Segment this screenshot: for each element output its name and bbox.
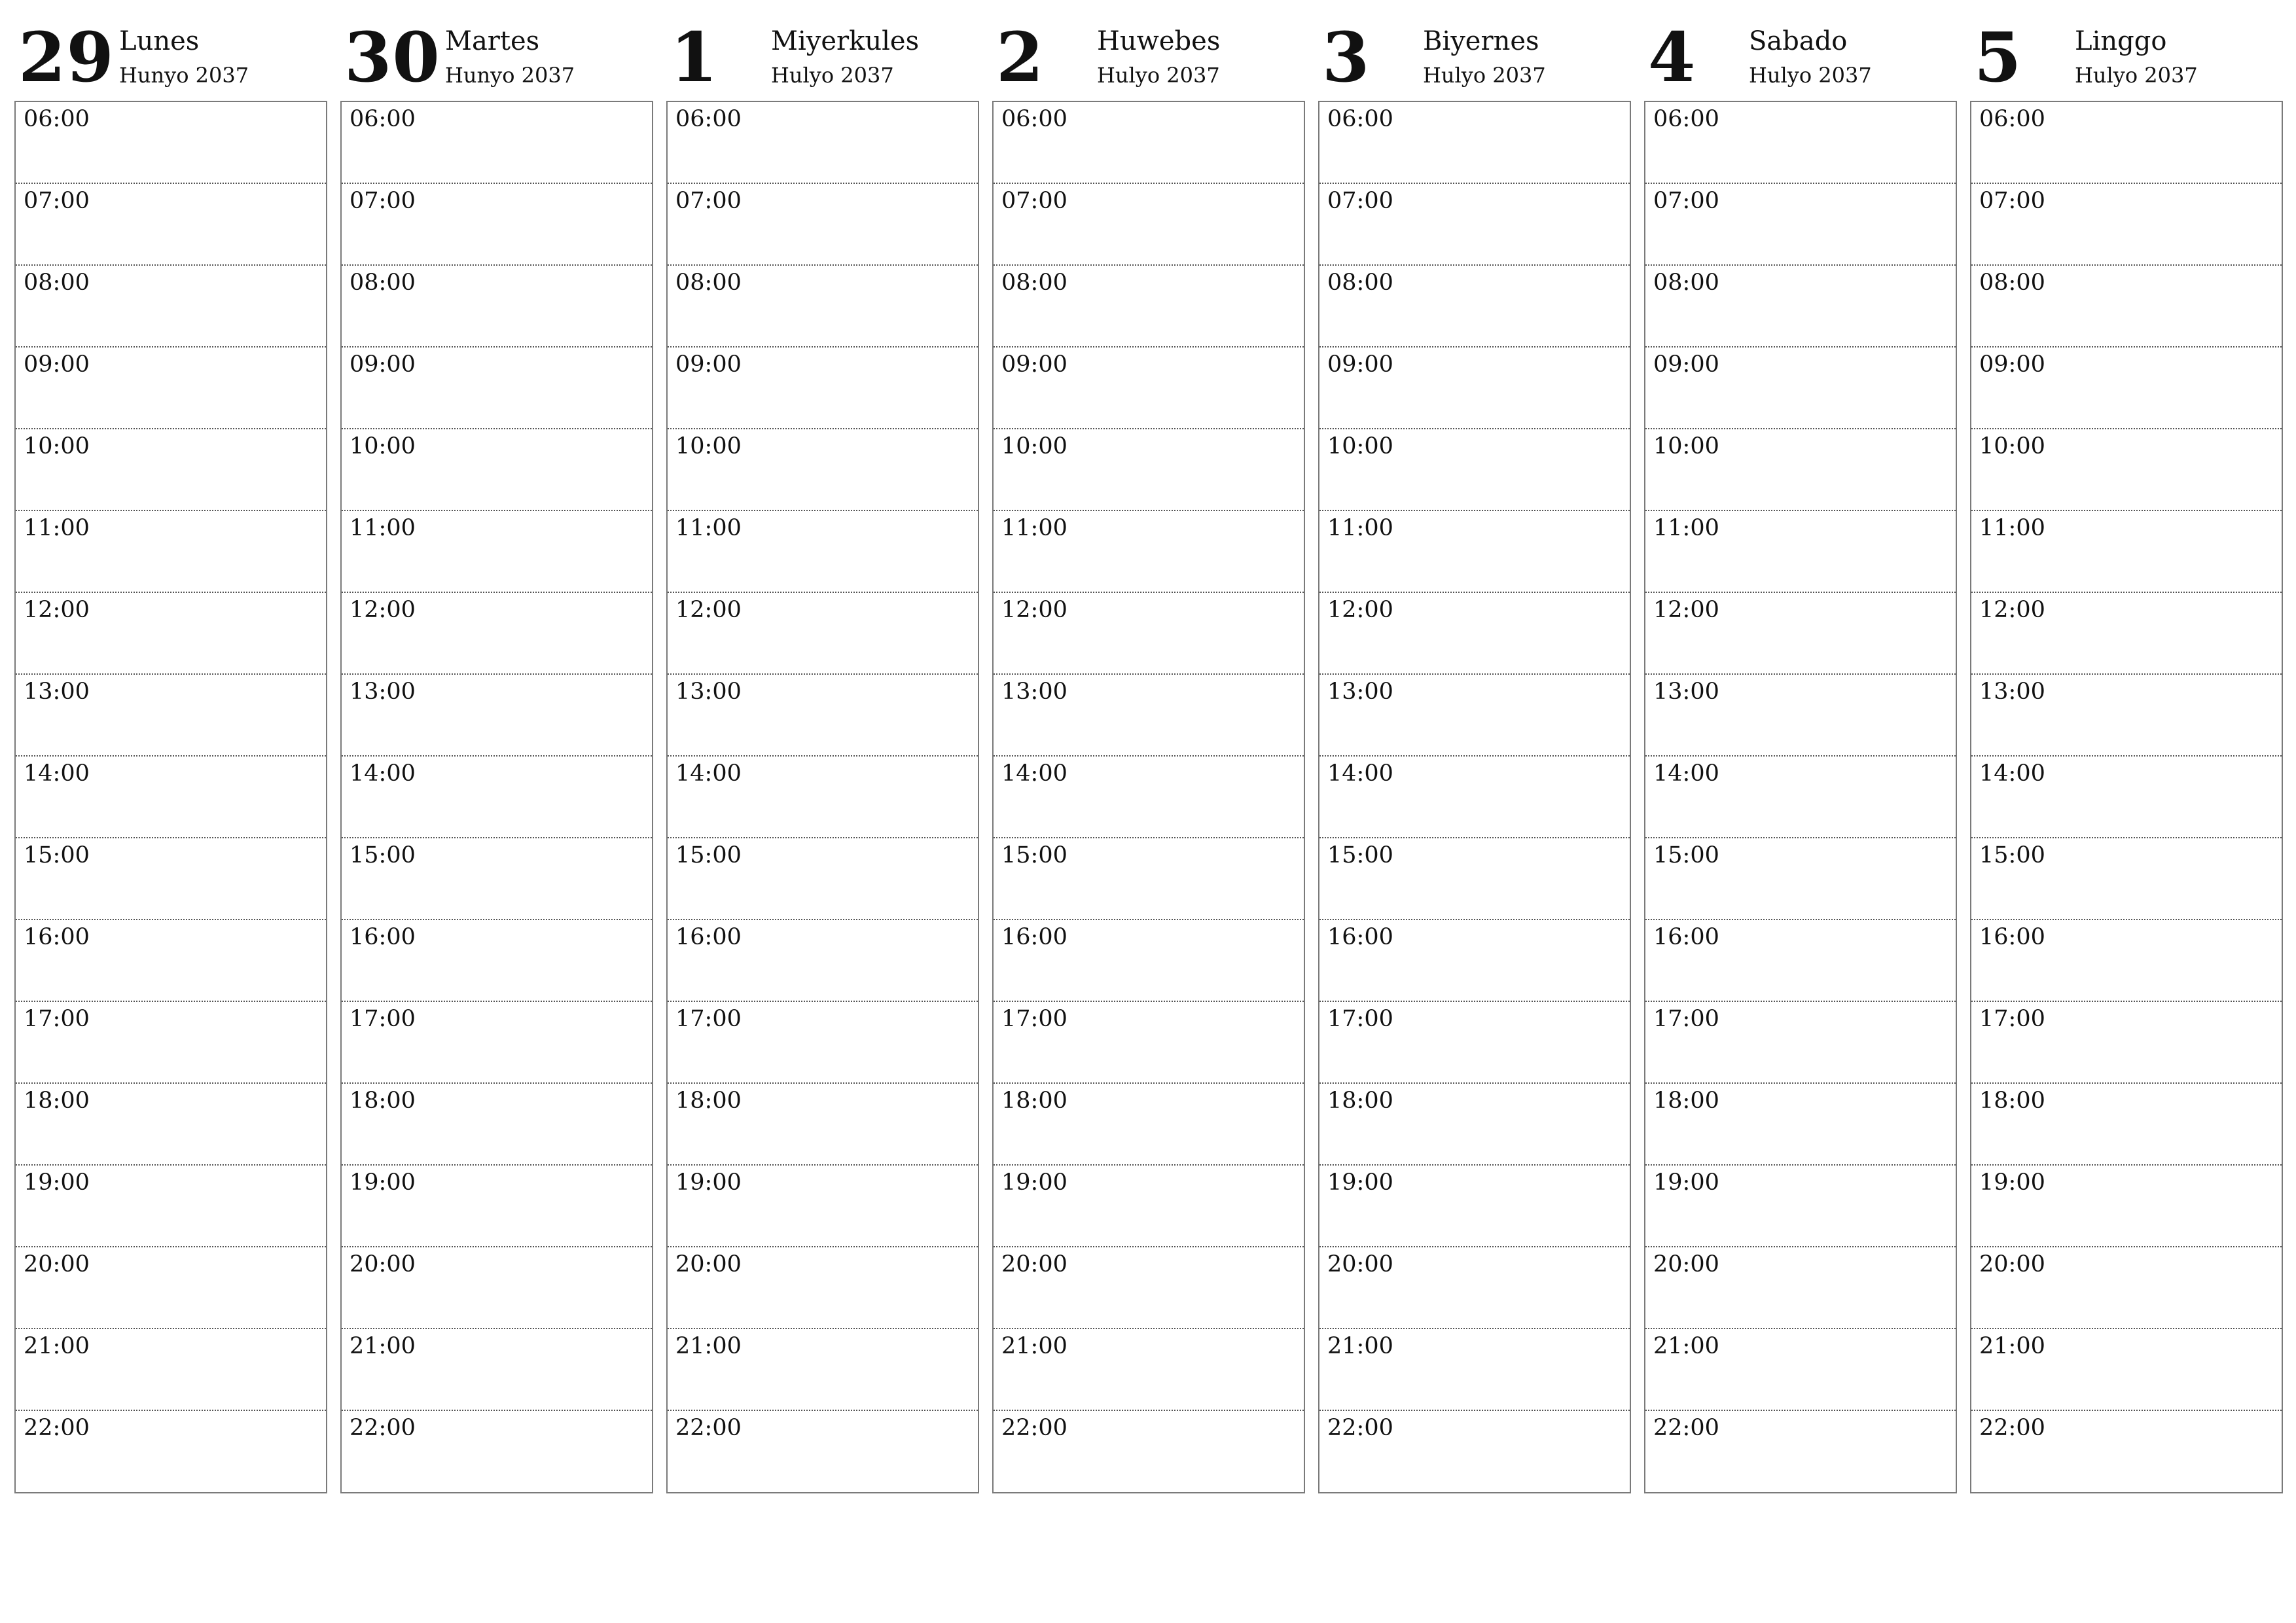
hour-slot[interactable] [16, 102, 326, 184]
hour-label: 09:00 [24, 351, 90, 378]
hour-slot[interactable] [16, 429, 326, 511]
hour-slot[interactable] [1971, 1002, 2282, 1084]
hour-label: 13:00 [1979, 679, 2045, 705]
hour-slot[interactable] [668, 1411, 978, 1493]
hour-label: 20:00 [24, 1251, 90, 1277]
day-name: Martes [445, 26, 540, 56]
hour-slot[interactable] [1645, 1002, 1956, 1084]
hour-slot[interactable] [994, 838, 1304, 920]
hour-label: 18:00 [1001, 1088, 1067, 1114]
day-number: 30 [344, 17, 440, 98]
hour-label: 07:00 [1001, 188, 1067, 214]
hour-slot[interactable] [342, 1247, 652, 1329]
hour-label: 08:00 [350, 270, 416, 296]
hour-slot[interactable] [1971, 920, 2282, 1002]
hour-label: 09:00 [1001, 351, 1067, 378]
hour-slot[interactable] [1319, 184, 1630, 266]
hour-slot[interactable] [1319, 757, 1630, 838]
hour-label: 07:00 [1653, 188, 1719, 214]
hour-slot[interactable] [1319, 1084, 1630, 1166]
hour-label: 14:00 [675, 760, 742, 787]
hour-slot[interactable] [668, 1166, 978, 1247]
hour-slot[interactable] [1319, 1329, 1630, 1411]
day-number: 29 [18, 17, 115, 98]
hour-slot[interactable] [16, 838, 326, 920]
hour-slot[interactable] [16, 1166, 326, 1247]
hour-label: 13:00 [1327, 679, 1393, 705]
hour-label: 15:00 [24, 842, 90, 868]
day-name: Huwebes [1097, 26, 1221, 56]
hour-label: 13:00 [675, 679, 742, 705]
hour-label: 13:00 [350, 679, 416, 705]
hour-label: 15:00 [1979, 842, 2045, 868]
hour-slot[interactable] [668, 838, 978, 920]
hour-label: 19:00 [1653, 1169, 1719, 1196]
hour-slot[interactable] [1319, 920, 1630, 1002]
hour-slot[interactable] [1971, 757, 2282, 838]
hour-label: 22:00 [675, 1415, 742, 1441]
hour-label: 20:00 [1653, 1251, 1719, 1277]
hour-slot[interactable] [1645, 757, 1956, 838]
hour-slot[interactable] [1319, 1247, 1630, 1329]
hour-slot[interactable] [342, 266, 652, 348]
hour-label: 07:00 [350, 188, 416, 214]
hour-slot[interactable] [1971, 511, 2282, 593]
day-name: Linggo [2075, 26, 2167, 56]
hour-label: 17:00 [350, 1006, 416, 1032]
hour-slot[interactable] [994, 102, 1304, 184]
day-number: 4 [1648, 17, 1696, 98]
hour-label: 15:00 [1653, 842, 1719, 868]
hour-label: 15:00 [1327, 842, 1393, 868]
hour-slot[interactable] [994, 1247, 1304, 1329]
hour-slot[interactable] [1971, 675, 2282, 757]
hour-label: 14:00 [24, 760, 90, 787]
hour-slot[interactable] [668, 1329, 978, 1411]
hour-label: 08:00 [1327, 270, 1393, 296]
hour-label: 21:00 [24, 1333, 90, 1359]
day-number: 3 [1322, 17, 1371, 98]
hour-slot[interactable] [668, 757, 978, 838]
hour-label: 15:00 [1001, 842, 1067, 868]
hour-slot[interactable] [16, 1411, 326, 1493]
hour-slot[interactable] [1971, 1084, 2282, 1166]
hour-label: 09:00 [675, 351, 742, 378]
hour-label: 17:00 [1327, 1006, 1393, 1032]
hour-slot[interactable] [16, 1084, 326, 1166]
hour-label: 14:00 [1001, 760, 1067, 787]
hour-label: 21:00 [1979, 1333, 2045, 1359]
hour-slot[interactable] [1645, 1329, 1956, 1411]
hour-label: 12:00 [1001, 597, 1067, 623]
hour-slot[interactable] [1971, 1166, 2282, 1247]
hour-slot[interactable] [668, 348, 978, 429]
hour-label: 18:00 [1327, 1088, 1393, 1114]
hour-label: 17:00 [1653, 1006, 1719, 1032]
day-month-year: Hulyo 2037 [1097, 63, 1220, 88]
hour-slot[interactable] [1971, 429, 2282, 511]
hour-label: 11:00 [1653, 515, 1719, 541]
day-month-year: Hulyo 2037 [2075, 63, 2198, 88]
hour-slot[interactable] [1645, 593, 1956, 675]
hour-label: 08:00 [675, 270, 742, 296]
hour-label: 22:00 [1653, 1415, 1719, 1441]
day-name: Miyerkules [771, 26, 920, 56]
hour-slot[interactable] [1645, 102, 1956, 184]
hour-label: 06:00 [1001, 106, 1067, 132]
hour-label: 16:00 [1979, 924, 2045, 950]
hour-label: 22:00 [1001, 1415, 1067, 1441]
day-schedule-box [1318, 101, 1631, 1493]
hour-slot[interactable] [16, 1329, 326, 1411]
hour-label: 19:00 [24, 1169, 90, 1196]
hour-label: 06:00 [350, 106, 416, 132]
hour-slot[interactable] [1971, 184, 2282, 266]
hour-slot[interactable] [1319, 838, 1630, 920]
hour-slot[interactable] [994, 1084, 1304, 1166]
hour-slot[interactable] [1645, 348, 1956, 429]
hour-label: 21:00 [350, 1333, 416, 1359]
day-header [1970, 0, 2283, 101]
hour-slot[interactable] [342, 675, 652, 757]
day-schedule-box [666, 101, 979, 1493]
hour-slot[interactable] [668, 675, 978, 757]
hour-slot[interactable] [16, 1247, 326, 1329]
hour-label: 21:00 [1001, 1333, 1067, 1359]
day-header [992, 0, 1305, 101]
hour-slot[interactable] [994, 1166, 1304, 1247]
hour-label: 14:00 [1979, 760, 2045, 787]
day-schedule-box [992, 101, 1305, 1493]
hour-slot[interactable] [342, 1166, 652, 1247]
hour-label: 20:00 [675, 1251, 742, 1277]
hour-label: 06:00 [1979, 106, 2045, 132]
hour-label: 17:00 [24, 1006, 90, 1032]
day-number: 5 [1974, 17, 2022, 98]
day-name: Lunes [119, 26, 200, 56]
hour-slot[interactable] [1319, 266, 1630, 348]
hour-slot[interactable] [1645, 1411, 1956, 1493]
hour-label: 16:00 [24, 924, 90, 950]
hour-slot[interactable] [16, 920, 326, 1002]
hour-label: 18:00 [350, 1088, 416, 1114]
hour-slot[interactable] [994, 511, 1304, 593]
hour-label: 20:00 [1001, 1251, 1067, 1277]
hour-slot[interactable] [342, 757, 652, 838]
day-header [14, 0, 327, 101]
hour-label: 10:00 [1001, 433, 1067, 459]
hour-slot[interactable] [1971, 266, 2282, 348]
day-schedule-box [1644, 101, 1957, 1493]
hour-slot[interactable] [1319, 1002, 1630, 1084]
hour-slot[interactable] [1971, 348, 2282, 429]
hour-label: 18:00 [1979, 1088, 2045, 1114]
hour-label: 11:00 [1327, 515, 1393, 541]
hour-label: 08:00 [1979, 270, 2045, 296]
day-header [340, 0, 653, 101]
hour-slot[interactable] [1645, 838, 1956, 920]
hour-slot[interactable] [994, 1411, 1304, 1493]
day-number: 2 [996, 17, 1045, 98]
hour-slot[interactable] [16, 1002, 326, 1084]
hour-slot[interactable] [668, 102, 978, 184]
hour-label: 10:00 [350, 433, 416, 459]
hour-label: 20:00 [1979, 1251, 2045, 1277]
hour-label: 08:00 [1653, 270, 1719, 296]
hour-label: 16:00 [1001, 924, 1067, 950]
hour-slot[interactable] [342, 184, 652, 266]
hour-label: 12:00 [1979, 597, 2045, 623]
hour-slot[interactable] [342, 348, 652, 429]
hour-label: 07:00 [1327, 188, 1393, 214]
hour-slot[interactable] [668, 429, 978, 511]
hour-slot[interactable] [668, 266, 978, 348]
hour-slot[interactable] [1319, 1166, 1630, 1247]
hour-slot[interactable] [342, 429, 652, 511]
hour-label: 06:00 [24, 106, 90, 132]
hour-label: 17:00 [675, 1006, 742, 1032]
day-header [666, 0, 979, 101]
hour-label: 09:00 [1653, 351, 1719, 378]
hour-label: 14:00 [1327, 760, 1393, 787]
hour-slot[interactable] [994, 348, 1304, 429]
hour-slot[interactable] [16, 348, 326, 429]
hour-label: 08:00 [24, 270, 90, 296]
hour-label: 10:00 [1979, 433, 2045, 459]
hour-label: 09:00 [1327, 351, 1393, 378]
hour-slot[interactable] [1645, 1247, 1956, 1329]
hour-slot[interactable] [1645, 266, 1956, 348]
day-header [1644, 0, 1957, 101]
hour-slot[interactable] [1319, 675, 1630, 757]
day-schedule-box [340, 101, 653, 1493]
hour-label: 19:00 [1979, 1169, 2045, 1196]
hour-slot[interactable] [1319, 348, 1630, 429]
hour-label: 19:00 [675, 1169, 742, 1196]
hour-label: 06:00 [675, 106, 742, 132]
day-header [1318, 0, 1631, 101]
hour-slot[interactable] [994, 184, 1304, 266]
hour-label: 16:00 [675, 924, 742, 950]
hour-label: 07:00 [1979, 188, 2045, 214]
hour-label: 18:00 [675, 1088, 742, 1114]
hour-label: 20:00 [1327, 1251, 1393, 1277]
hour-slot[interactable] [1645, 920, 1956, 1002]
hour-label: 19:00 [1001, 1169, 1067, 1196]
hour-label: 11:00 [675, 515, 742, 541]
hour-label: 22:00 [350, 1415, 416, 1441]
hour-slot[interactable] [994, 429, 1304, 511]
hour-slot[interactable] [16, 757, 326, 838]
hour-slot[interactable] [1971, 838, 2282, 920]
hour-label: 16:00 [1327, 924, 1393, 950]
hour-label: 07:00 [24, 188, 90, 214]
hour-label: 12:00 [24, 597, 90, 623]
hour-label: 12:00 [675, 597, 742, 623]
hour-slot[interactable] [668, 593, 978, 675]
hour-label: 10:00 [24, 433, 90, 459]
hour-label: 14:00 [350, 760, 416, 787]
hour-slot[interactable] [994, 1002, 1304, 1084]
hour-slot[interactable] [342, 1329, 652, 1411]
hour-label: 16:00 [350, 924, 416, 950]
day-name: Sabado [1749, 26, 1848, 56]
hour-label: 10:00 [1327, 433, 1393, 459]
hour-slot[interactable] [994, 920, 1304, 1002]
hour-label: 22:00 [24, 1415, 90, 1441]
hour-slot[interactable] [1319, 511, 1630, 593]
hour-slot[interactable] [16, 593, 326, 675]
hour-slot[interactable] [994, 593, 1304, 675]
hour-label: 19:00 [1327, 1169, 1393, 1196]
hour-label: 17:00 [1001, 1006, 1067, 1032]
hour-slot[interactable] [1971, 1411, 2282, 1493]
hour-label: 06:00 [1327, 106, 1393, 132]
day-month-year: Hulyo 2037 [1423, 63, 1546, 88]
hour-slot[interactable] [1971, 1247, 2282, 1329]
hour-label: 09:00 [1979, 351, 2045, 378]
hour-slot[interactable] [1645, 429, 1956, 511]
hour-label: 15:00 [350, 842, 416, 868]
hour-slot[interactable] [994, 757, 1304, 838]
hour-label: 16:00 [1653, 924, 1719, 950]
hour-slot[interactable] [342, 102, 652, 184]
day-schedule-box [14, 101, 327, 1493]
hour-label: 10:00 [675, 433, 742, 459]
day-number: 1 [670, 17, 719, 98]
hour-slot[interactable] [1645, 1084, 1956, 1166]
hour-slot[interactable] [342, 838, 652, 920]
day-month-year: Hulyo 2037 [771, 63, 894, 88]
day-schedule-box [1970, 101, 2283, 1493]
hour-slot[interactable] [668, 1084, 978, 1166]
hour-label: 07:00 [675, 188, 742, 214]
hour-slot[interactable] [1319, 102, 1630, 184]
hour-slot[interactable] [994, 1329, 1304, 1411]
hour-slot[interactable] [342, 920, 652, 1002]
hour-slot[interactable] [342, 1411, 652, 1493]
hour-slot[interactable] [342, 511, 652, 593]
hour-slot[interactable] [16, 511, 326, 593]
day-month-year: Hunyo 2037 [119, 63, 249, 88]
hour-label: 13:00 [24, 679, 90, 705]
day-month-year: Hulyo 2037 [1749, 63, 1872, 88]
hour-label: 21:00 [1653, 1333, 1719, 1359]
hour-label: 10:00 [1653, 433, 1719, 459]
hour-slot[interactable] [668, 1002, 978, 1084]
hour-slot[interactable] [1319, 593, 1630, 675]
hour-label: 14:00 [1653, 760, 1719, 787]
hour-slot[interactable] [342, 1002, 652, 1084]
hour-slot[interactable] [668, 920, 978, 1002]
hour-label: 22:00 [1979, 1415, 2045, 1441]
hour-label: 06:00 [1653, 106, 1719, 132]
hour-slot[interactable] [668, 1247, 978, 1329]
hour-label: 18:00 [24, 1088, 90, 1114]
hour-label: 20:00 [350, 1251, 416, 1277]
hour-slot[interactable] [1971, 1329, 2282, 1411]
hour-slot[interactable] [994, 266, 1304, 348]
hour-label: 15:00 [675, 842, 742, 868]
hour-label: 18:00 [1653, 1088, 1719, 1114]
hour-slot[interactable] [342, 1084, 652, 1166]
hour-slot[interactable] [1645, 184, 1956, 266]
hour-slot[interactable] [1971, 102, 2282, 184]
hour-label: 12:00 [350, 597, 416, 623]
hour-label: 22:00 [1327, 1415, 1393, 1441]
hour-label: 11:00 [350, 515, 416, 541]
hour-label: 17:00 [1979, 1006, 2045, 1032]
hour-slot[interactable] [668, 511, 978, 593]
hour-label: 21:00 [675, 1333, 742, 1359]
day-month-year: Hunyo 2037 [445, 63, 575, 88]
hour-slot[interactable] [16, 184, 326, 266]
hour-slot[interactable] [1319, 429, 1630, 511]
hour-slot[interactable] [1645, 1166, 1956, 1247]
hour-label: 11:00 [1001, 515, 1067, 541]
hour-slot[interactable] [1645, 511, 1956, 593]
hour-slot[interactable] [342, 593, 652, 675]
hour-label: 13:00 [1653, 679, 1719, 705]
hour-label: 19:00 [350, 1169, 416, 1196]
hour-slot[interactable] [1971, 593, 2282, 675]
hour-label: 21:00 [1327, 1333, 1393, 1359]
hour-label: 11:00 [24, 515, 90, 541]
hour-slot[interactable] [994, 675, 1304, 757]
day-name: Biyernes [1423, 26, 1539, 56]
hour-label: 12:00 [1653, 597, 1719, 623]
hour-slot[interactable] [16, 675, 326, 757]
hour-slot[interactable] [16, 266, 326, 348]
hour-label: 09:00 [350, 351, 416, 378]
hour-slot[interactable] [1319, 1411, 1630, 1493]
hour-label: 11:00 [1979, 515, 2045, 541]
hour-label: 08:00 [1001, 270, 1067, 296]
hour-label: 13:00 [1001, 679, 1067, 705]
hour-slot[interactable] [1645, 675, 1956, 757]
hour-slot[interactable] [668, 184, 978, 266]
hour-label: 12:00 [1327, 597, 1393, 623]
